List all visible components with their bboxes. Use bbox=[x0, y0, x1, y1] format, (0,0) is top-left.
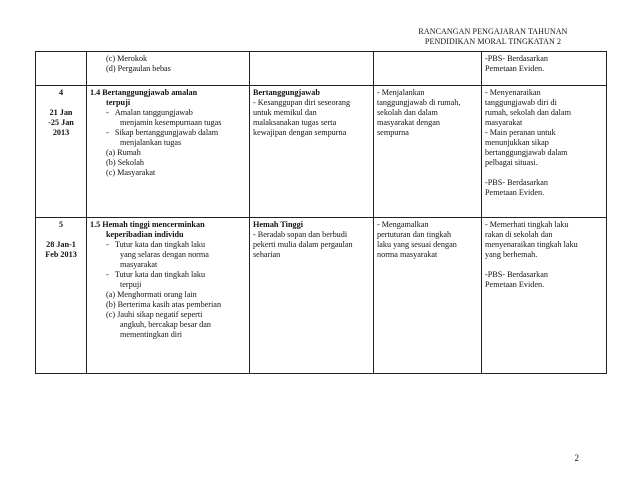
list-item: mementingkan diri bbox=[120, 330, 183, 339]
week-cell bbox=[36, 86, 87, 218]
list-item: - Sikap bertanggungjawab dalam bbox=[106, 128, 219, 137]
outcome-cell bbox=[374, 86, 482, 218]
activity-cell bbox=[482, 52, 607, 86]
activity-cell bbox=[482, 218, 607, 374]
value-text: - Beradab sopan dan berbudi bbox=[253, 230, 348, 239]
week-cell bbox=[36, 218, 87, 374]
outcome-text: tanggungjawab di rumah, bbox=[377, 98, 461, 107]
list-item: - Tutur kata dan tingkah laku bbox=[106, 270, 206, 279]
pbs-note: -PBS- Berdasarkan bbox=[485, 178, 548, 187]
value-title: Hemah Tinggi bbox=[253, 220, 303, 229]
list-item: (c) Jauhi sikap negatif seperti bbox=[106, 310, 203, 319]
list-item: (b) Berterima kasih atas pemberian bbox=[106, 300, 222, 309]
list-item: - Amalan tanggungjawab bbox=[106, 108, 193, 117]
pbs-note: Pemetaan Eviden. bbox=[485, 64, 545, 73]
list-item: (d) Pergaulan bebas bbox=[106, 64, 171, 73]
topic-cell bbox=[87, 52, 250, 86]
pbs-note: -PBS- Berdasarkan bbox=[485, 270, 548, 279]
week-cell bbox=[36, 52, 87, 86]
outcome-text: - Menjalankan bbox=[377, 88, 425, 97]
value-text: - Kesanggupan diri seseorang bbox=[253, 98, 351, 107]
pbs-note: Pemetaan Eviden. bbox=[485, 188, 545, 197]
lesson-plan-table bbox=[35, 51, 607, 374]
outcome-text: laku yang sesuai dengan bbox=[377, 240, 457, 249]
outcome-text: pertuturan dan tingkah bbox=[377, 230, 452, 239]
value-text: malaksanakan tugas serta bbox=[253, 118, 337, 127]
list-item: angkuh, bercakap besar dan bbox=[120, 320, 211, 329]
list-item: terpuji bbox=[120, 280, 142, 289]
table-row bbox=[36, 52, 607, 86]
outcome-text: sekolah dan dalam bbox=[377, 108, 438, 117]
page-number: 2 bbox=[574, 453, 579, 463]
week-date: -25 Jan bbox=[48, 118, 74, 127]
pbs-note: Pemetaan Eviden. bbox=[485, 280, 545, 289]
activity-text: masyarakat bbox=[485, 118, 523, 127]
week-date: 28 Jan-1 bbox=[46, 240, 76, 249]
topic-title: 1.4 Bertanggungjawab amalan bbox=[90, 88, 198, 97]
topic-cell bbox=[87, 86, 250, 218]
value-cell bbox=[250, 218, 374, 374]
list-item: (a) Menghormati orang lain bbox=[106, 290, 197, 299]
list-item: (b) Sekolah bbox=[106, 158, 144, 167]
week-date: 2013 bbox=[52, 128, 70, 137]
list-item: (a) Rumah bbox=[106, 148, 141, 157]
header-title: RANCANGAN PENGAJARAN TAHUNAN bbox=[418, 27, 568, 36]
activity-text: menyenaraikan tingkah laku bbox=[485, 240, 578, 249]
outcome-text: - Mengamalkan bbox=[377, 220, 429, 229]
topic-title: terpuji bbox=[106, 98, 131, 107]
value-text: seharian bbox=[253, 250, 281, 259]
activity-text: tanggungjawab diri di bbox=[485, 98, 557, 107]
outcome-cell bbox=[374, 52, 482, 86]
list-item: (c) Masyarakat bbox=[106, 168, 156, 177]
list-item: yang selaras dengan norma bbox=[120, 250, 209, 259]
activity-text: - Memerhati tingkah laku bbox=[485, 220, 569, 229]
activity-text: rakan di sekolah dan bbox=[485, 230, 553, 239]
list-item: masyarakat bbox=[120, 260, 158, 269]
value-text: kewajipan dengan sempurna bbox=[253, 128, 347, 137]
list-item: menjamin kesempurnaan tugas bbox=[120, 118, 222, 127]
week-number: 5 bbox=[58, 220, 64, 229]
list-item: (c) Merokok bbox=[106, 54, 148, 63]
topic-title: keperibadian individu bbox=[106, 230, 184, 239]
activity-text: - Main peranan untuk bbox=[485, 128, 556, 137]
activity-cell bbox=[482, 86, 607, 218]
activity-text: yang berhemah. bbox=[485, 250, 538, 259]
week-date: 21 Jan bbox=[49, 108, 73, 117]
value-cell bbox=[250, 52, 374, 86]
topic-title: 1.5 Hemah tinggi mencerminkan bbox=[90, 220, 205, 229]
document-header bbox=[378, 27, 608, 47]
header-subtitle: PENDIDIKAN MORAL TINGKATAN 2 bbox=[424, 37, 562, 46]
outcome-text: norma masyarakat bbox=[377, 250, 438, 259]
value-text: untuk memikul dan bbox=[253, 108, 317, 117]
list-item: - Tutur kata dan tingkah laku bbox=[106, 240, 206, 249]
value-cell bbox=[250, 86, 374, 218]
pbs-note: -PBS- Berdasarkan bbox=[485, 54, 548, 63]
week-number: 4 bbox=[58, 88, 64, 97]
outcome-text: masyarakat dengan bbox=[377, 118, 440, 127]
table-row bbox=[36, 218, 607, 374]
outcome-text: sempurna bbox=[377, 128, 409, 137]
activity-text: pelbagai situasi. bbox=[485, 158, 538, 167]
week-date: Feb 2013 bbox=[45, 250, 77, 259]
activity-text: menunjukkan sikap bbox=[485, 138, 549, 147]
value-text: pekerti mulia dalam pergaulan bbox=[253, 240, 353, 249]
list-item: menjalankan tugas bbox=[120, 138, 182, 147]
activity-text: - Menyenaraikan bbox=[485, 88, 541, 97]
activity-text: bertanggungjawab dalam bbox=[485, 148, 568, 157]
activity-text: rumah, sekolah dan dalam bbox=[485, 108, 571, 117]
outcome-cell bbox=[374, 218, 482, 374]
table-row bbox=[36, 86, 607, 218]
value-title: Bertanggungjawab bbox=[253, 88, 320, 97]
topic-cell bbox=[87, 218, 250, 374]
